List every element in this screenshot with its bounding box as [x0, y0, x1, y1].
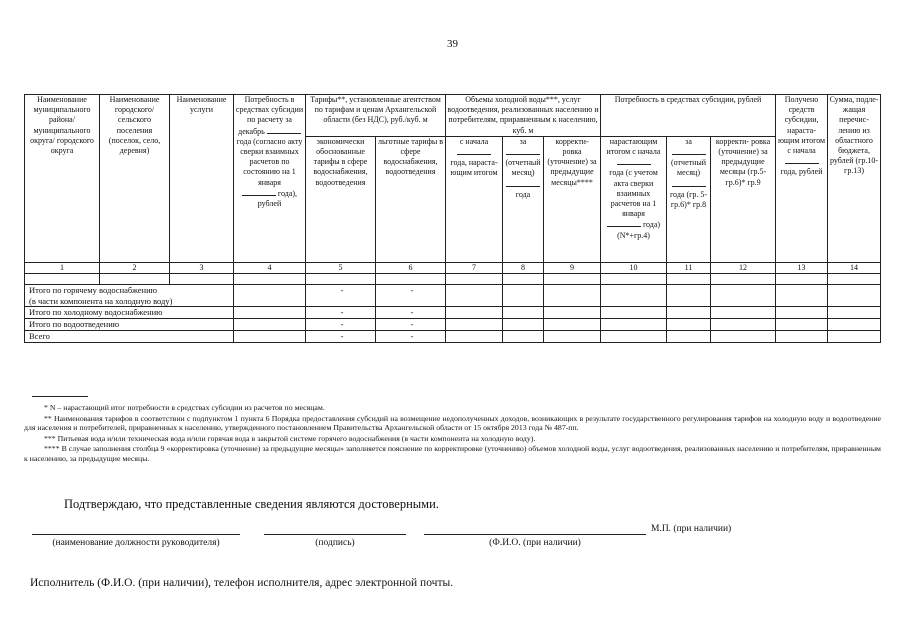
- value-cell[interactable]: [828, 285, 881, 307]
- value-cell[interactable]: [601, 319, 667, 331]
- value-cell[interactable]: [828, 307, 881, 319]
- value-cell[interactable]: [828, 319, 881, 331]
- column-number: 10: [601, 262, 667, 273]
- value-cell[interactable]: [776, 285, 828, 307]
- signature-caption: (подпись): [315, 538, 355, 548]
- value-cell[interactable]: [667, 285, 711, 307]
- empty-cell[interactable]: [601, 274, 667, 285]
- value-cell[interactable]: [446, 307, 503, 319]
- header-december-need-c: (согласно акту сверки взаимных расчетов по состоянию на 1 января: [240, 136, 303, 187]
- column-number: 5: [306, 262, 376, 273]
- blank-line: [267, 126, 301, 134]
- column-number: 8: [503, 262, 544, 273]
- header-preferential-tariffs: льготные тарифы в сфере водоснабжения, водоотведения: [376, 136, 446, 262]
- value-cell[interactable]: [544, 307, 601, 319]
- empty-cell[interactable]: [25, 274, 100, 285]
- empty-cell[interactable]: [776, 274, 828, 285]
- position-signature-line[interactable]: [32, 534, 240, 535]
- blank-line: [506, 179, 540, 187]
- value-cell[interactable]: [544, 285, 601, 307]
- footnote-4: **** В случае заполнения столбца 9 «корректировка (уточнение) за предыдущие месяцы» заполняется пояснение по корректировке (уточнению) объемов холодной воды, услуг водоотведения, реализованных населению и потребителям, приравненным к населению, за предыдущие месяцы.: [24, 444, 881, 463]
- value-cell[interactable]: [234, 285, 306, 307]
- stamp-place-label: М.П. (при наличии): [651, 524, 732, 534]
- footnote-1: * N – нарастающий итог потребности в средствах субсидии из расчетов по месяцам.: [44, 403, 325, 412]
- value-cell[interactable]: [667, 307, 711, 319]
- column-number: 14: [828, 262, 881, 273]
- value-cell[interactable]: [711, 319, 776, 331]
- header-volume-month: [503, 136, 544, 262]
- value-cell-dash: -: [306, 285, 376, 307]
- header-economic-tariffs: экономически обоснованные тарифы в сфере водоснабжения, водоотведения: [306, 136, 376, 262]
- value-cell-dash: -: [376, 331, 446, 343]
- header-settlement: Наименование городского/ сельского поселения (поселок, село, деревня): [100, 95, 170, 263]
- page-number: 39: [447, 38, 458, 50]
- header-volume-month-a: за: [519, 136, 527, 146]
- value-cell[interactable]: [667, 331, 711, 343]
- empty-cell[interactable]: [711, 274, 776, 285]
- footnote-3: *** Питьевая вода и/или техническая вода и/или горячая вода в закрытой системе горячего водоснабжения (в части компонента на холодную воду).: [44, 433, 536, 443]
- value-cell[interactable]: [776, 331, 828, 343]
- empty-cell[interactable]: [234, 274, 306, 285]
- header-volume-ytd-a: с начала: [459, 136, 489, 146]
- value-cell[interactable]: [234, 307, 306, 319]
- value-cell[interactable]: [776, 319, 828, 331]
- header-volume-month-b: (отчетный месяц): [505, 158, 541, 178]
- row-label-hot-water-b: (в части компонента на холодную воду): [29, 295, 173, 306]
- row-drainage-total: [25, 319, 881, 331]
- value-cell-dash: -: [306, 331, 376, 343]
- value-cell[interactable]: [711, 285, 776, 307]
- header-need-ytd-c: года) (N*+гр.4): [617, 220, 661, 240]
- header-december-need: [234, 95, 306, 263]
- header-volume-correction: корректи- ровка (уточнение) за предыдущие месяцы****: [544, 136, 601, 262]
- empty-entry-row: [25, 274, 881, 285]
- blank-line: [607, 219, 641, 227]
- row-label-total: Всего: [25, 331, 234, 343]
- header-received-subsidy-a: Получено средств субсидии, нараста- ющим итогом с начала: [777, 95, 826, 156]
- value-cell[interactable]: [711, 307, 776, 319]
- header-need-correction: корректи- ровка (уточнение) за предыдущие месяцы (гр.5-гр.6)* гр.9: [711, 136, 776, 262]
- header-need-ytd-b: года (с учетом акта сверки взаимных расчетов на 1 января: [609, 168, 658, 219]
- header-received-subsidy-b: года, рублей: [780, 167, 823, 177]
- row-hot-water-total: [25, 285, 881, 307]
- empty-cell[interactable]: [100, 274, 170, 285]
- value-cell[interactable]: [544, 331, 601, 343]
- header-need-ytd: [601, 136, 667, 262]
- header-volume-ytd: [446, 136, 503, 262]
- value-cell-dash: -: [376, 285, 446, 307]
- row-cold-water-total: [25, 307, 881, 319]
- value-cell[interactable]: [711, 331, 776, 343]
- column-number: 12: [711, 262, 776, 273]
- name-caption: (Ф.И.О. (при наличии): [489, 538, 581, 548]
- column-number: 7: [446, 262, 503, 273]
- header-need-ytd-a: нарастающим итогом с начала: [606, 136, 661, 157]
- empty-cell[interactable]: [828, 274, 881, 285]
- blank-line: [457, 147, 491, 155]
- value-cell[interactable]: [234, 319, 306, 331]
- empty-cell[interactable]: [306, 274, 376, 285]
- value-cell-dash: -: [376, 307, 446, 319]
- signature-line[interactable]: [264, 534, 406, 535]
- blank-line: [242, 188, 276, 196]
- header-volume-month-c: года: [515, 189, 531, 199]
- column-number: 9: [544, 262, 601, 273]
- value-cell[interactable]: [234, 331, 306, 343]
- value-cell[interactable]: [601, 307, 667, 319]
- value-cell[interactable]: [544, 319, 601, 331]
- header-need-month-a: за: [685, 136, 692, 146]
- empty-cell[interactable]: [170, 274, 234, 285]
- header-december-need-d: года), рублей: [257, 188, 298, 209]
- footnote-2: ** Наименования тарифов в соответствии с подпунктом 1 пункта 6 Порядка предоставления субсидий на возмещение недополученных доходов, возникающих в результате государственного регулирования тарифов на холодную воду и водоотведение для населения и потребителей, приравненных к населению, утвержденного постановлением Правительства Архангельской области от 15 октября 2013 года № 487-пп.: [24, 413, 881, 433]
- row-label-hot-water: [25, 285, 234, 307]
- blank-line: [617, 157, 651, 165]
- column-number: 13: [776, 262, 828, 273]
- column-number-row: [25, 262, 881, 273]
- value-cell[interactable]: [503, 319, 544, 331]
- position-caption: (наименование должности руководителя): [52, 538, 220, 548]
- value-cell[interactable]: [446, 319, 503, 331]
- confirmation-statement: Подтверждаю, что представленные сведения являются достоверными.: [64, 497, 439, 511]
- row-grand-total: [25, 331, 881, 343]
- header-amount-to-transfer: Сумма, подле- жащая перечис- лению из областного бюджета, рублей (гр.10- гр.13): [828, 95, 881, 263]
- value-cell-dash: -: [376, 319, 446, 331]
- name-signature-line[interactable]: [424, 534, 646, 535]
- value-cell-dash: -: [306, 319, 376, 331]
- row-label-hot-water-a: Итого по горячему водоснабжению: [29, 285, 157, 296]
- blank-line: [672, 179, 706, 187]
- footnotes: [24, 403, 881, 465]
- blank-line: [506, 147, 540, 155]
- column-number: 6: [376, 262, 446, 273]
- empty-cell[interactable]: [667, 274, 711, 285]
- value-cell[interactable]: [667, 319, 711, 331]
- blank-line: [785, 156, 819, 164]
- header-need-month: [667, 136, 711, 262]
- header-december-need-b: года: [236, 136, 252, 146]
- header-need-month-c: года (гр. 5-гр.6)* гр.8: [669, 189, 708, 210]
- header-need-month-b: (отчетный месяц): [670, 158, 707, 178]
- footnote-divider: [32, 396, 88, 397]
- header-group-need: Потребность в средствах субсидии, рублей: [601, 95, 776, 137]
- header-volume-ytd-b: года, нараста- ющим итогом: [450, 158, 498, 178]
- value-cell[interactable]: [601, 331, 667, 343]
- row-label-cold-water: Итого по холодному водоснабжению: [25, 307, 234, 319]
- empty-cell[interactable]: [376, 274, 446, 285]
- column-number: 2: [100, 262, 170, 273]
- value-cell[interactable]: [776, 307, 828, 319]
- column-number: 4: [234, 262, 306, 273]
- header-service: Наименование услуги: [170, 95, 234, 263]
- row-label-drainage: Итого по водоотведению: [25, 319, 234, 331]
- empty-cell[interactable]: [446, 274, 503, 285]
- column-number: 11: [667, 262, 711, 273]
- header-received-subsidy: [776, 95, 828, 263]
- value-cell[interactable]: [601, 285, 667, 307]
- value-cell[interactable]: [503, 307, 544, 319]
- value-cell[interactable]: [446, 331, 503, 343]
- column-number: 1: [25, 262, 100, 273]
- header-group-volumes: Объемы холодной воды***, услуг водоотведения, реализованных населению и потребителям, приравненным к населению, куб. м: [447, 95, 599, 135]
- subsidy-calculation-table: [24, 94, 881, 343]
- empty-cell[interactable]: [544, 274, 601, 285]
- column-number: 3: [170, 262, 234, 273]
- blank-line: [672, 147, 706, 155]
- empty-cell[interactable]: [503, 274, 544, 285]
- value-cell[interactable]: [503, 285, 544, 307]
- executor-info: Исполнитель (Ф.И.О. (при наличии), телефон исполнителя, адрес электронной почты.: [30, 577, 454, 589]
- value-cell[interactable]: [503, 331, 544, 343]
- header-municipal-district: Наименование муниципального района/ муниципального округа/ городского округа: [25, 95, 100, 263]
- header-december-need-a: Потребность в средствах субсидии по расчету за декабрь: [235, 95, 304, 136]
- header-group-tariffs: Тарифы**, установленные агентством по тарифам и ценам Архангельской области (без НДС), руб./куб. м: [306, 95, 446, 137]
- value-cell[interactable]: [446, 285, 503, 307]
- value-cell-dash: -: [306, 307, 376, 319]
- value-cell[interactable]: [828, 331, 881, 343]
